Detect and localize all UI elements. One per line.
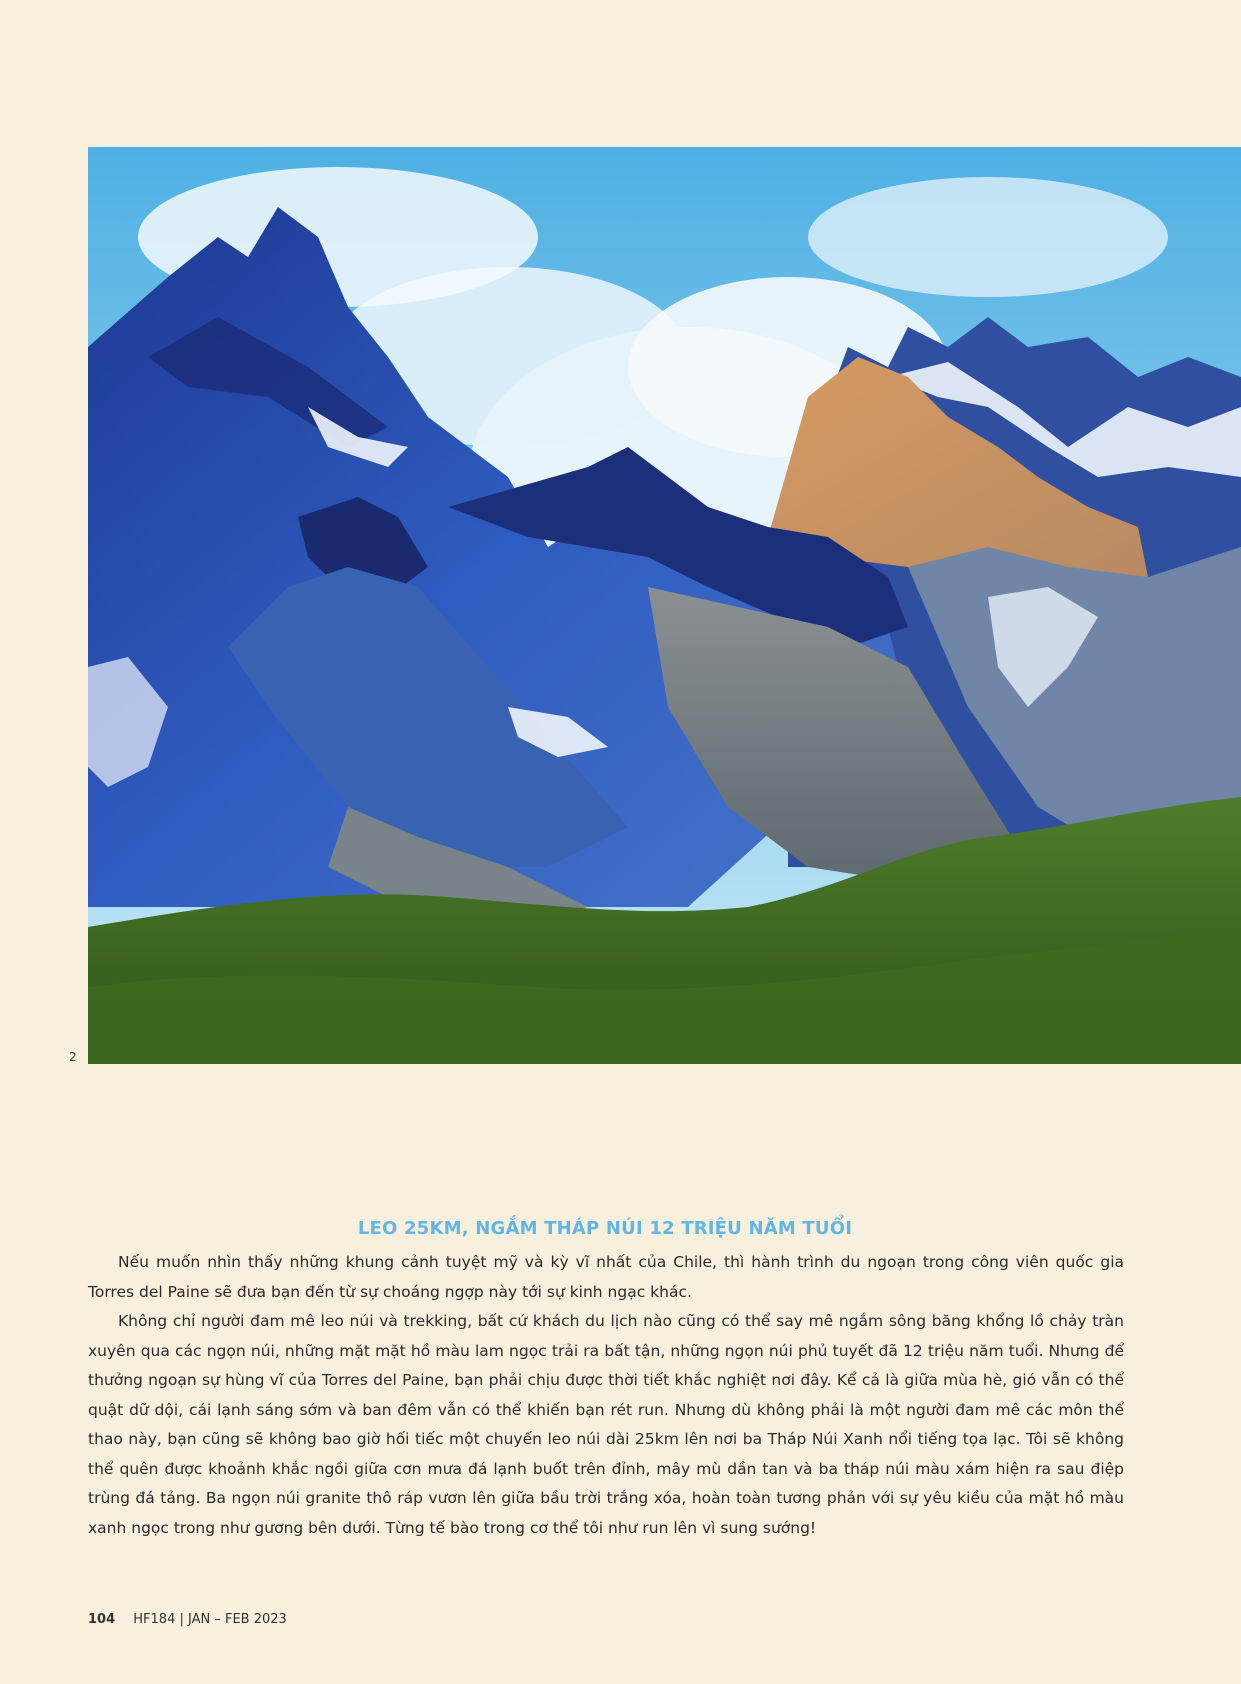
- photo-number: 2: [69, 1050, 77, 1064]
- article-paragraph: Không chỉ người đam mê leo núi và trekking, bất cứ khách du lịch nào cũng có thể say mê ngắm sông băng khổng lồ chảy tràn xuyên qua các ngọn núi, những mặt mặt hồ màu lam ngọc trải ra bất tận, những ngọn núi phủ tuyết đã 12 triệu năm tuổi. Nhưng để thưởng ngoạn sự hùng vĩ của Torres del Paine, bạn phải chịu được thời tiết khắc nghiệt nơi đây. Kể cả là giữa mùa hè, gió vẫn có thể quật dữ dội, cái lạnh sáng sớm và ban đêm vẫn có thể khiến bạn rét run. Nhưng dù không phải là một người đam mê các môn thể thao này, bạn cũng sẽ không bao giờ hối tiếc một chuyến leo núi dài 25km lên nơi ba Tháp Núi Xanh nổi tiếng tọa lạc. Tôi sẽ không thể quên được khoảnh khắc ngồi giữa cơn mưa đá lạnh buốt trên đỉnh, mây mù dần tan và ba tháp núi màu xám hiện ra sau điệp trùng đá tảng. Ba ngọn núi granite thô ráp vươn lên giữa bầu trời trắng xóa, hoàn toàn tương phản với sự yêu kiều của mặt hồ màu xanh ngọc trong như gương bên dưới. Từng tế bào trong cơ thể tôi như run lên vì sung sướng!: [88, 1312, 1124, 1537]
- article-body: [88, 1248, 1124, 1543]
- page-number: 104: [88, 1612, 116, 1627]
- mountain-illustration: [88, 147, 1241, 1064]
- mountain-photo: [88, 147, 1241, 1064]
- page-footer: [88, 1612, 287, 1627]
- article-paragraph: Nếu muốn nhìn thấy những khung cảnh tuyệt mỹ và kỳ vĩ nhất của Chile, thì hành trình du ngoạn trong công viên quốc gia Torres del Paine sẽ đưa bạn đến từ sự choáng ngợp này tới sự kinh ngạc khác.: [88, 1253, 1124, 1301]
- article-headline: LEO 25KM, NGẮM THÁP NÚI 12 TRIỆU NĂM TUỔI: [357, 1218, 853, 1239]
- issue-label: HF184 | JAN – FEB 2023: [133, 1612, 287, 1627]
